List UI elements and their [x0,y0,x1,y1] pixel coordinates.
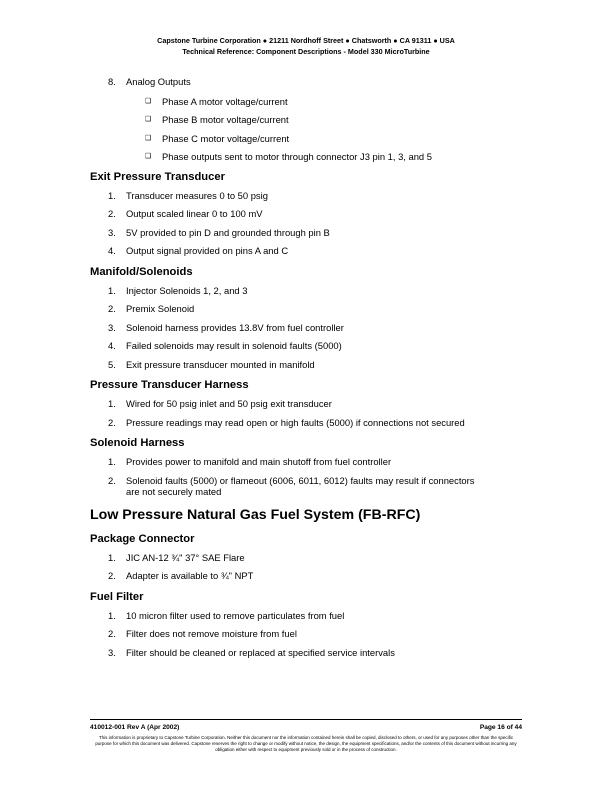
item-text: Analog Outputs [126,76,191,87]
item-text: JIC AN-12 ¾" 37° SAE Flare [126,551,245,563]
item-text: 10 micron filter used to remove particulates from fuel [126,609,345,621]
item-text: Premix Solenoid [126,303,195,314]
chapter-heading: Low Pressure Natural Gas Fuel System (FB-RFC) [90,506,421,523]
checkbox-bullet-icon: ❑ [145,116,152,123]
item-text: Filter does not remove moisture from fuel [126,628,297,639]
item-number: 1. [108,609,116,621]
footer-divider [90,719,522,720]
page-footer [90,719,522,753]
item-text: Transducer measures 0 to 50 psig [126,189,268,201]
item-number: 2. [108,416,116,428]
page-header [0,36,612,57]
list-item [90,208,530,220]
item-text: Pressure readings may read open or high faults (5000) if connections not secured [126,416,465,428]
section-heading: Fuel Filter [90,590,144,603]
document-id: 410012-001 Rev A (Apr 2002) [90,724,180,731]
item-text: Wired for 50 psig inlet and 50 psig exit transducer [126,398,332,409]
item-text: Exit pressure transducer mounted in manifold [126,358,315,370]
list-item [90,285,530,297]
section-heading: Manifold/Solenoids [90,265,193,278]
item-number: 2. [108,303,116,314]
proprietary-notice: This information is proprietary to Capstone Turbine Corporation. Neither this document nor the information contained herein shall be copied, disclosed to others, or used for any purposes other than the specific purpose for which this document was delivered. Capstone reserves the right to change or modify without notice, the design, the equipment specifications, and/or the contents of this document without incurring any obligation either with respect to equipment previously sold or in the process of construction. [95,735,517,753]
item-text: Phase C motor voltage/current [162,132,290,144]
sub-list-item [90,114,530,126]
list-item [90,245,530,257]
list-item [90,628,530,640]
item-number: 4. [108,245,116,256]
item-number: 2. [108,570,116,581]
checkbox-bullet-icon: ❑ [145,134,152,142]
item-number: 5. [108,358,116,370]
item-text: Phase outputs sent to motor through connector J3 pin 1, 3, and 5 [162,151,432,162]
item-number: 3. [108,321,116,333]
list-item [90,190,530,202]
list-item [90,610,530,622]
item-number: 1. [108,284,116,296]
section-heading: Pressure Transducer Harness [90,379,249,391]
item-number: 4. [108,340,116,351]
list-item [90,340,530,352]
item-text: 5V provided to pin D and grounded through pin B [126,226,330,238]
item-number: 2. [108,628,116,639]
item-number: 1. [108,398,116,409]
item-number: 1. [108,189,116,201]
item-text: Filter should be cleaned or replaced at specified service intervals [126,646,395,658]
item-number: 3. [108,646,116,658]
sub-list-item [90,96,530,108]
page-number: Page 16 of 44 [479,724,522,731]
list-item [90,227,530,239]
section-heading: Exit Pressure Transducer [90,170,225,183]
sub-list-item [90,151,530,163]
item-number: 1. [108,456,116,467]
item-number: 2. [108,474,116,486]
list-item [90,475,530,498]
list-item [90,303,530,315]
checkbox-bullet-icon: ❑ [145,97,152,105]
list-item [90,359,530,371]
item-text: Failed solenoids may result in solenoid faults (5000) [126,340,342,351]
list-item [90,322,530,334]
item-text: Output scaled linear 0 to 100 mV [126,208,263,219]
page-body [90,76,530,658]
list-item [90,570,530,582]
checkbox-bullet-icon: ❑ [145,153,152,160]
header-company-line: Capstone Turbine Corporation ● 21211 Nordhoff Street ● Chatsworth ● CA 91311 ● USA [157,36,455,45]
item-text: Injector Solenoids 1, 2, and 3 [126,284,248,296]
list-item [90,398,530,410]
section-heading: Solenoid Harness [90,437,185,449]
list-item [90,417,530,429]
list-item [90,647,530,659]
header-doc-title: Technical Reference: Component Descriptions - Model 330 MicroTurbine [182,46,430,56]
item-text: Phase B motor voltage/current [162,114,289,125]
item-text: Solenoid faults (5000) or flameout (6006, 6011, 6012) faults may result if connectors are not securely mated [126,474,475,497]
item-number: 8. [108,76,116,87]
item-number: 1. [108,551,116,563]
item-text: Solenoid harness provides 13.8V from fuel controller [126,321,344,333]
sub-list-item [90,133,530,145]
item-text: Adapter is available to ¾" NPT [126,570,254,581]
list-item [90,456,530,468]
list-item [90,76,530,88]
item-text: Provides power to manifold and main shutoff from fuel controller [126,456,392,467]
item-number: 2. [108,208,116,219]
section-heading: Package Connector [90,532,195,545]
item-number: 3. [108,226,116,238]
list-item [90,552,530,564]
item-text: Output signal provided on pins A and C [126,245,289,256]
item-text: Phase A motor voltage/current [162,95,288,107]
